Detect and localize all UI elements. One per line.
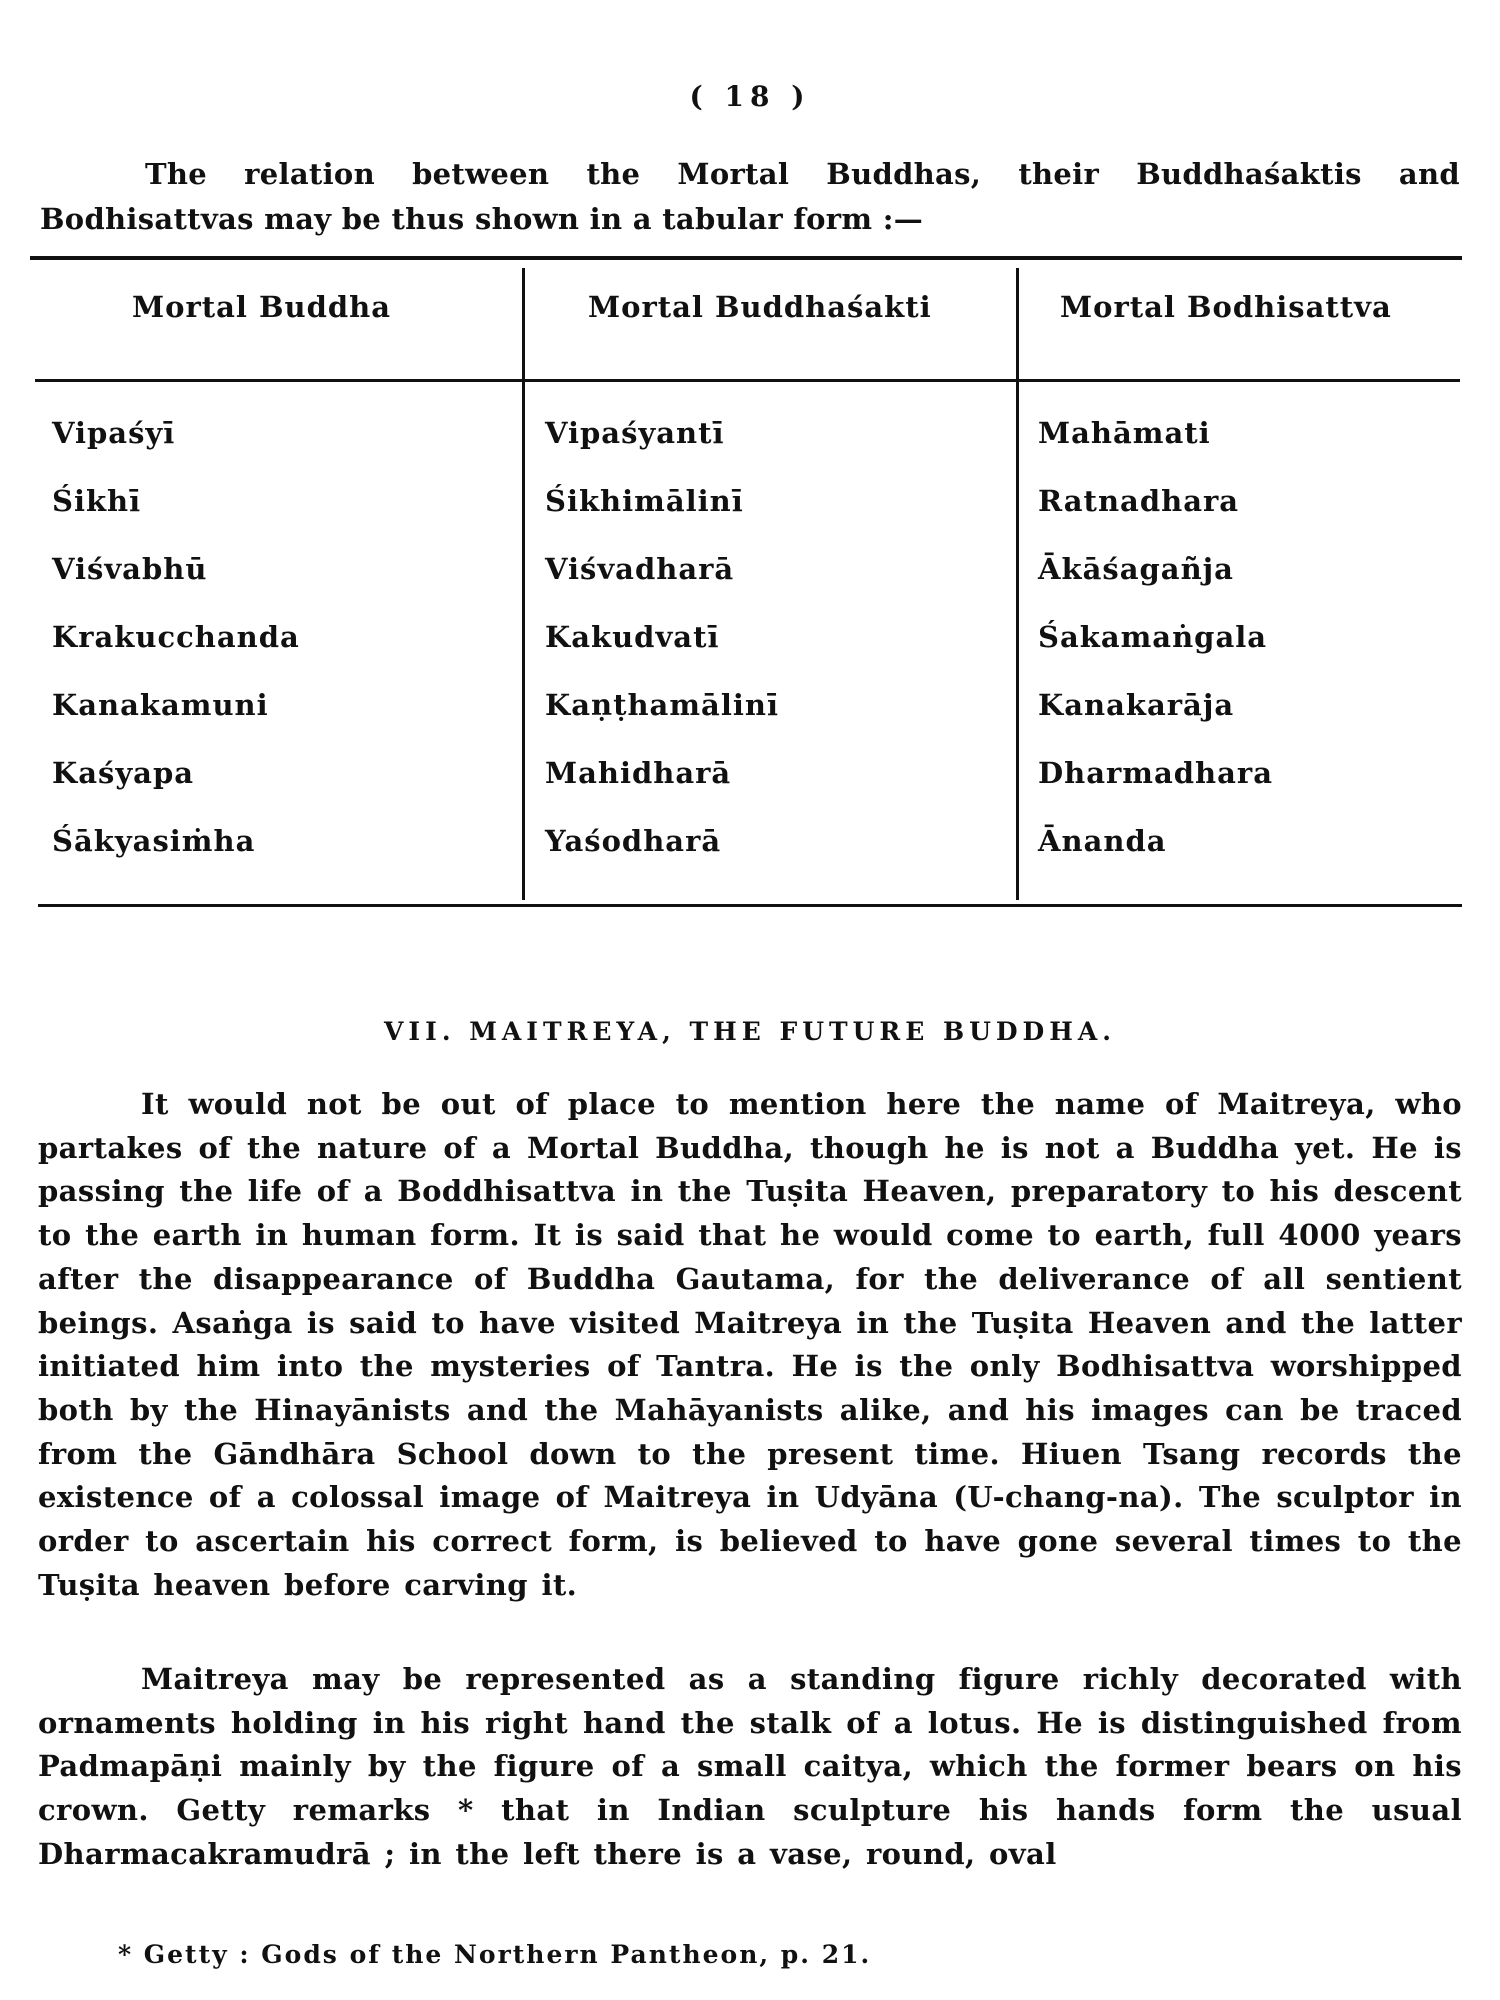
section-title: VII. MAITREYA, THE FUTURE BUDDHA. [384, 1017, 1116, 1046]
table-cell: Viśvadharā [545, 552, 735, 586]
table-cell: Śikhimālinī [545, 484, 744, 518]
column-mortal-buddha [52, 416, 300, 892]
table-cell: Viśvabhū [52, 552, 208, 586]
table-cell: Kaśyapa [52, 756, 195, 790]
table-cell: Kanakarāja [1038, 688, 1235, 722]
table-cell: Ratnadhara [1038, 484, 1240, 518]
table-cell: Vipaśyantī [545, 416, 725, 450]
table-cell: Ākāśagañja [1038, 552, 1234, 586]
table-cell: Śākyasiṁha [52, 824, 256, 858]
table-cell: Vipaśyī [52, 416, 176, 450]
table-column-divider [1016, 268, 1019, 900]
intro-paragraph: The relation between the Mortal Buddhas, their Buddhaśaktis and Bodhisattvas may be thus shown in a tabular form :— [40, 157, 1460, 236]
table-cell: Kaṇṭhamālinī [545, 688, 779, 722]
table-bottom-rule [38, 904, 1462, 907]
table-cell: Ānanda [1038, 824, 1167, 858]
page-number: ( 18 ) [689, 80, 811, 113]
table-header-mortal-buddhasakti: Mortal Buddhaśakti [588, 290, 932, 324]
column-mortal-buddhasakti [545, 416, 779, 892]
body-paragraph: Maitreya may be represented as a standing figure richly decorated with ornaments holding in his right hand the stalk of a lotus. He is distinguished from Padmapāṇi mainly by the figure of a small caitya, which the former bears on his crown. Getty remarks * that in Indian sculpture his hands form the usual Dharmacakramudrā ; in the left there is a vase, round, oval [38, 1662, 1462, 1871]
table-header-mortal-buddha: Mortal Buddha [132, 290, 392, 324]
body-paragraph: It would not be out of place to mention here the name of Maitreya, who partakes of the nature of a Mortal Buddha, though he is not a Buddha yet. He is passing the life of a Boddhisattva in the Tuṣita Heaven, preparatory to his descent to the earth in human form. It is said that he would come to earth, full 4000 years after the disappearance of Buddha Gautama, for the deliverance of all sentient beings. Asaṅga is said to have visited Maitreya in the Tuṣita Heaven and the latter initiated him into the mysteries of Tantra. He is the only Bodhisattva worshipped both by the Hinayānists and the Mahāyanists alike, and his images can be traced from the Gāndhāra School down to the present time. Hiuen Tsang records the existence of a colossal image of Maitreya in Udyāna (U-chang-na). The sculptor in order to ascertain his correct form, is believed to have gone several times to the Tuṣita heaven before carving it. [38, 1087, 1462, 1602]
table-cell: Śakamaṅgala [1038, 620, 1268, 654]
table-header-rule [35, 379, 1460, 382]
table-cell: Yaśodharā [545, 824, 722, 858]
table-header-mortal-bodhisattva: Mortal Bodhisattva [1060, 290, 1392, 324]
table-cell: Krakucchanda [52, 620, 300, 654]
table-cell: Dharmadhara [1038, 756, 1273, 790]
table-cell: Kanakamuni [52, 688, 269, 722]
table-cell: Śikhī [52, 484, 142, 518]
buddha-table [30, 256, 1462, 908]
table-cell: Mahidharā [545, 756, 732, 790]
table-top-rule [30, 256, 1462, 260]
column-mortal-bodhisattva [1038, 416, 1273, 892]
table-cell: Mahāmati [1038, 416, 1211, 450]
table-cell: Kakudvatī [545, 620, 720, 654]
footnote: * Getty : Gods of the Northern Pantheon, p. 21. [118, 1940, 872, 1969]
table-column-divider [522, 268, 525, 900]
